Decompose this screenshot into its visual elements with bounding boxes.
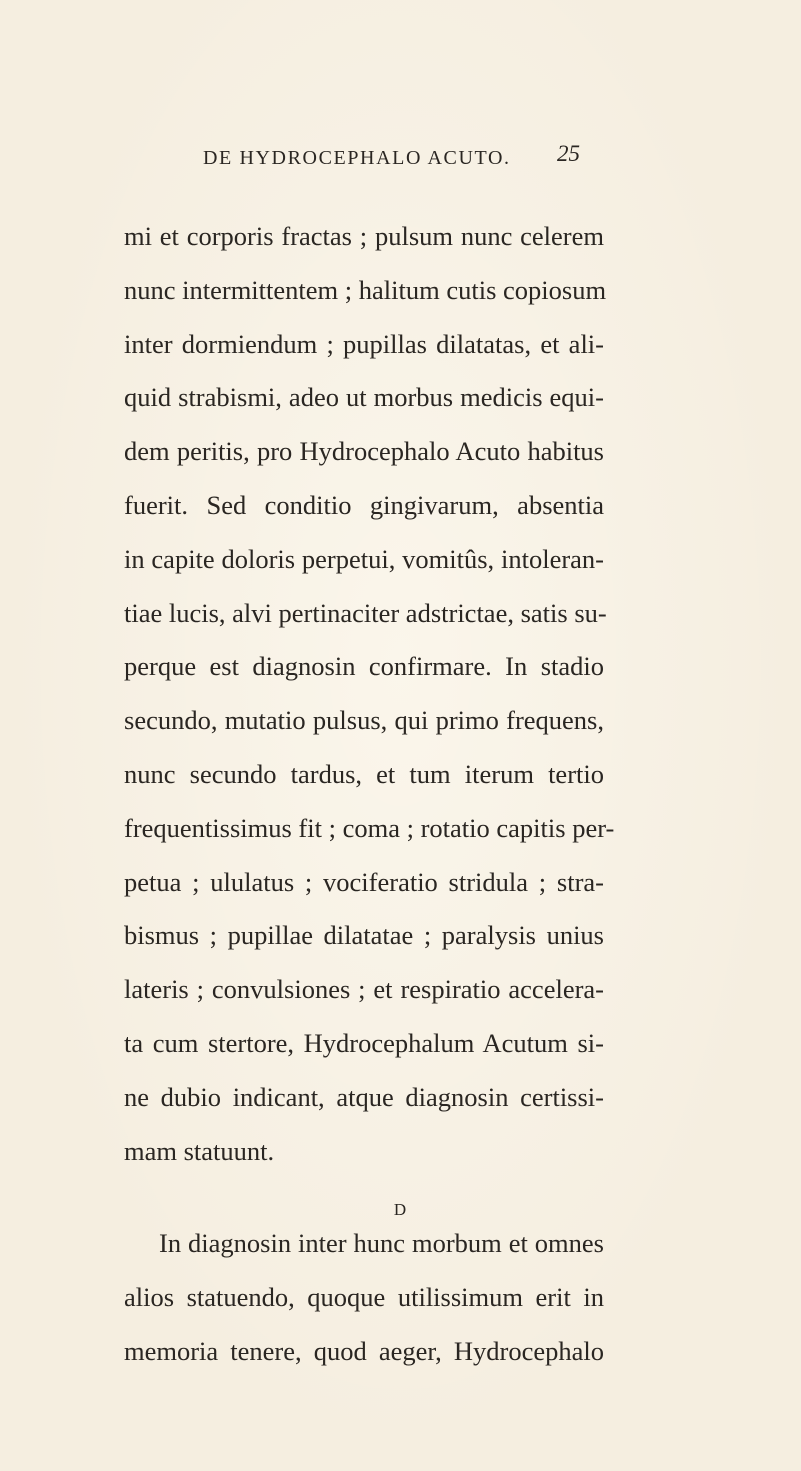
text-line: fuerit. Sed conditio gingivarum, absentia <box>124 489 604 520</box>
text-line: frequentissimus fit ; coma ; rotatio capitis per- <box>124 812 615 843</box>
text-line: ta cum stertore, Hydrocephalum Acutum si- <box>124 1027 604 1058</box>
page-number: 25 <box>557 141 580 166</box>
text-line: tiae lucis, alvi pertinaciter adstrictae, satis su- <box>124 597 607 628</box>
text-line: In diagnosin inter hunc morbum et omnes <box>159 1228 604 1259</box>
text-line: perque est diagnosin confirmare. In stadio <box>124 651 604 682</box>
text-line: lateris ; convulsiones ; et respiratio accelera- <box>124 974 604 1005</box>
running-title: DE HYDROCEPHALO ACUTO. <box>203 147 511 169</box>
text-line: secundo, mutatio pulsus, qui primo frequens, <box>124 705 604 736</box>
signature-mark: D <box>393 1200 408 1219</box>
text-line: mam statuunt. <box>124 1135 275 1166</box>
text-line: dem peritis, pro Hydrocephalo Acuto habitus <box>124 436 604 467</box>
text-line: bismus ; pupillae dilatatae ; paralysis unius <box>124 920 604 951</box>
text-line: quid strabismi, adeo ut morbus medicis equi- <box>124 382 604 413</box>
text-line: petua ; ululatus ; vociferatio stridula ; stra- <box>124 866 604 897</box>
text-line: alios statuendo, quoque utilissimum erit in <box>124 1282 604 1313</box>
text-line: nunc intermittentem ; halitum cutis copiosum <box>124 274 607 305</box>
text-line: nunc secundo tardus, et tum iterum tertio <box>124 758 604 789</box>
text-line: inter dormiendum ; pupillas dilatatas, et ali- <box>124 328 604 359</box>
text-line: mi et corporis fractas ; pulsum nunc celerem <box>124 221 604 251</box>
text-line: in capite doloris perpetui, vomitûs, intoleran- <box>124 543 604 574</box>
paragraph <box>124 210 615 1178</box>
paragraph <box>124 1217 604 1378</box>
running-head <box>0 138 801 178</box>
text-line: ne dubio indicant, atque diagnosin certissi- <box>124 1081 604 1112</box>
text-line: memoria tenere, quod aeger, Hydrocephalo <box>124 1335 604 1366</box>
